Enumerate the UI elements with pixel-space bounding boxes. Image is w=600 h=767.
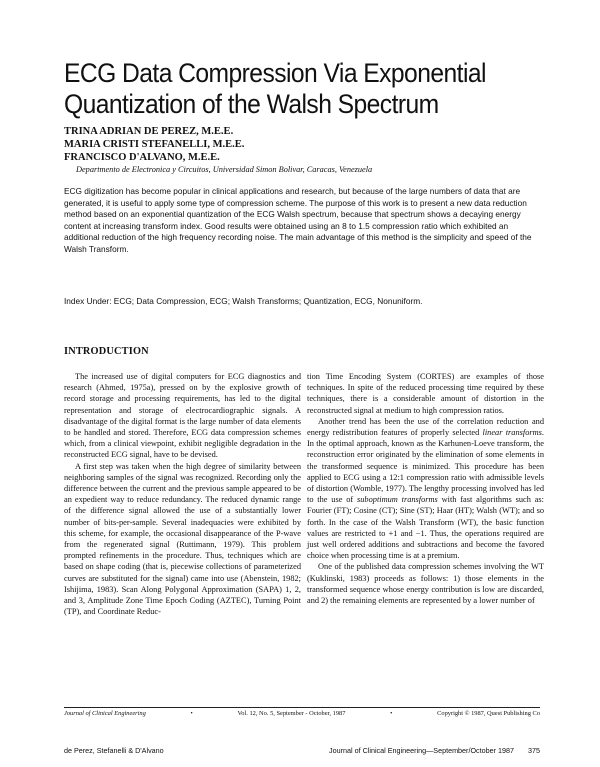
footer-bullet: • [190, 710, 193, 717]
running-authors: de Perez, Stefanelli & D'Alvano [64, 746, 164, 755]
index-terms: Index Under: ECG; Data Compression, ECG; Walsh Transforms; Quantization, ECG, Nonuniform. [64, 296, 423, 306]
emphasis: suboptimum transforms [357, 495, 438, 505]
affiliation: Departmento de Electronica y Circuitos, Universidad Simon Bolivar, Caracas, Venezuela [76, 165, 373, 174]
title-line-2: Quantization of the Walsh Spectrum [64, 89, 439, 119]
paragraph: tion Time Encoding System (CORTES) are examples of those techniques. In spite of the reduced processing time required by these techniques, there is a considerable amount of distortion in the reconstructed signal at medium to high compression ratios. [307, 372, 544, 415]
paragraph: One of the published data compression schemes involving the WT (Kuklinski, 1983) proceeds as follows: 1) those elements in the transformed sequence whose energy contribution is low are discarded, and 2) the remaining elements are represented by a lower number of [307, 562, 544, 606]
text-run: with fast algorithms such as: Fourier (FT); Cosine (CT); Sine (ST); Haar (HT); Walsh (WT); and so forth. In the case of the Walsh Transform (WT), the basic function values are restricted to +1 and −1. Thus, the operations required are just well ordered additions and subtractions and become the favored choice when processing time is at a premium. [307, 495, 544, 561]
abstract: ECG digitization has become popular in clinical applications and research, but because of the large numbers of data that are generated, it is useful to apply some type of compression scheme. The purpose of this work is to present a new data reduction method based on an exponential quantization of the ECG Walsh spectrum, because that spectrum shows a decaying energy content at increasing transform index. Good results were obtained using an 8 to 1.5 compression ratio which exhibited an additional reduction of the high frequency recording noise. The main advantage of this method is the simplicity and speed of the Walsh Transform. [64, 186, 532, 254]
journal-footer-strip [64, 710, 540, 718]
footer-volume: Vol. 12, No. 5, September - October, 1987 [237, 710, 346, 717]
running-journal: Journal of Clinical Engineering—September/October 1987 [329, 746, 514, 755]
emphasis: linear transforms [482, 428, 542, 438]
footer-bullet: • [390, 710, 393, 717]
text-run: . In the optimal approach, known as the Karhunen-Loeve transform, the reconstruction error originated by the elimination of some elements in the transformed sequence is minimized. This procedure has been applied to ECG using a 12:1 compression ratio with admissible levels of distortion (Womble, 1977). The lengthy processing involved has led to the use of [307, 428, 544, 505]
author-list [64, 125, 544, 164]
footer-journal: Journal of Clinical Engineering [64, 710, 146, 717]
paragraph [307, 416, 544, 562]
page-number: 375 [528, 746, 540, 755]
page-footer-right [329, 746, 540, 755]
body-column-left [64, 371, 301, 617]
paragraph: The increased use of digital computers for ECG diagnostics and research (Ahmed, 1975a), pressed on by the explosive growth of record storage and processing requirements, has led to the digital representation and storage of electrocardiographic signals. A disadvantage of the digital format is the large number of data elements to be handled and stored. Therefore, ECG data compression schemes which, from a clinical viewpoint, exhibit negligible degradation in the reconstructed ECG signal, have to be devised. [64, 372, 301, 460]
footer-divider [64, 707, 540, 708]
author-3: FRANCISCO D'ALVANO, M.E.E. [64, 152, 220, 163]
section-heading: INTRODUCTION [64, 346, 149, 357]
paragraph: A first step was taken when the high degree of similarity between neighboring samples of the signal was recognized. Recording only the difference between the current and the previous sample appeared to be an expedient way to reduce redundancy. The reduced dynamic range of the difference signal allowed the use of a substantially lower number of bits-per-sample. Several inadequacies were exhibited by this scheme, for example, the occasional disappearance of the P-wave from the regenerated signal (Ruttimann, 1979). This problem prompted refinements in the procedure. Thus, techniques which are based on shape coding (that is, piecewise collections of parameterized curves are substituted for the signal) came into use (Abenstein, 1982; Ishijima, 1983). Scan Along Polygonal Approximation (SAPA) 1, 2, and 3, Amplitude Zone Time Epoch Coding (AZTEC), Turning Point (TP), and Coordinate Reduc- [64, 461, 301, 617]
page-footer [64, 746, 540, 755]
footer-copyright: Copyright © 1987, Quest Publishing Co [437, 710, 540, 717]
author-2: MARIA CRISTI STEFANELLI, M.E.E. [64, 139, 245, 150]
text-run: Another trend has been the use of the correlation reduction and energy redistribution features of properly selected [307, 416, 544, 438]
author-1: TRINA ADRIAN DE PEREZ, M.E.E. [64, 126, 234, 137]
article-title [64, 58, 529, 120]
title-line-1: ECG Data Compression Via Exponential [64, 58, 486, 88]
body-column-right [307, 371, 544, 606]
